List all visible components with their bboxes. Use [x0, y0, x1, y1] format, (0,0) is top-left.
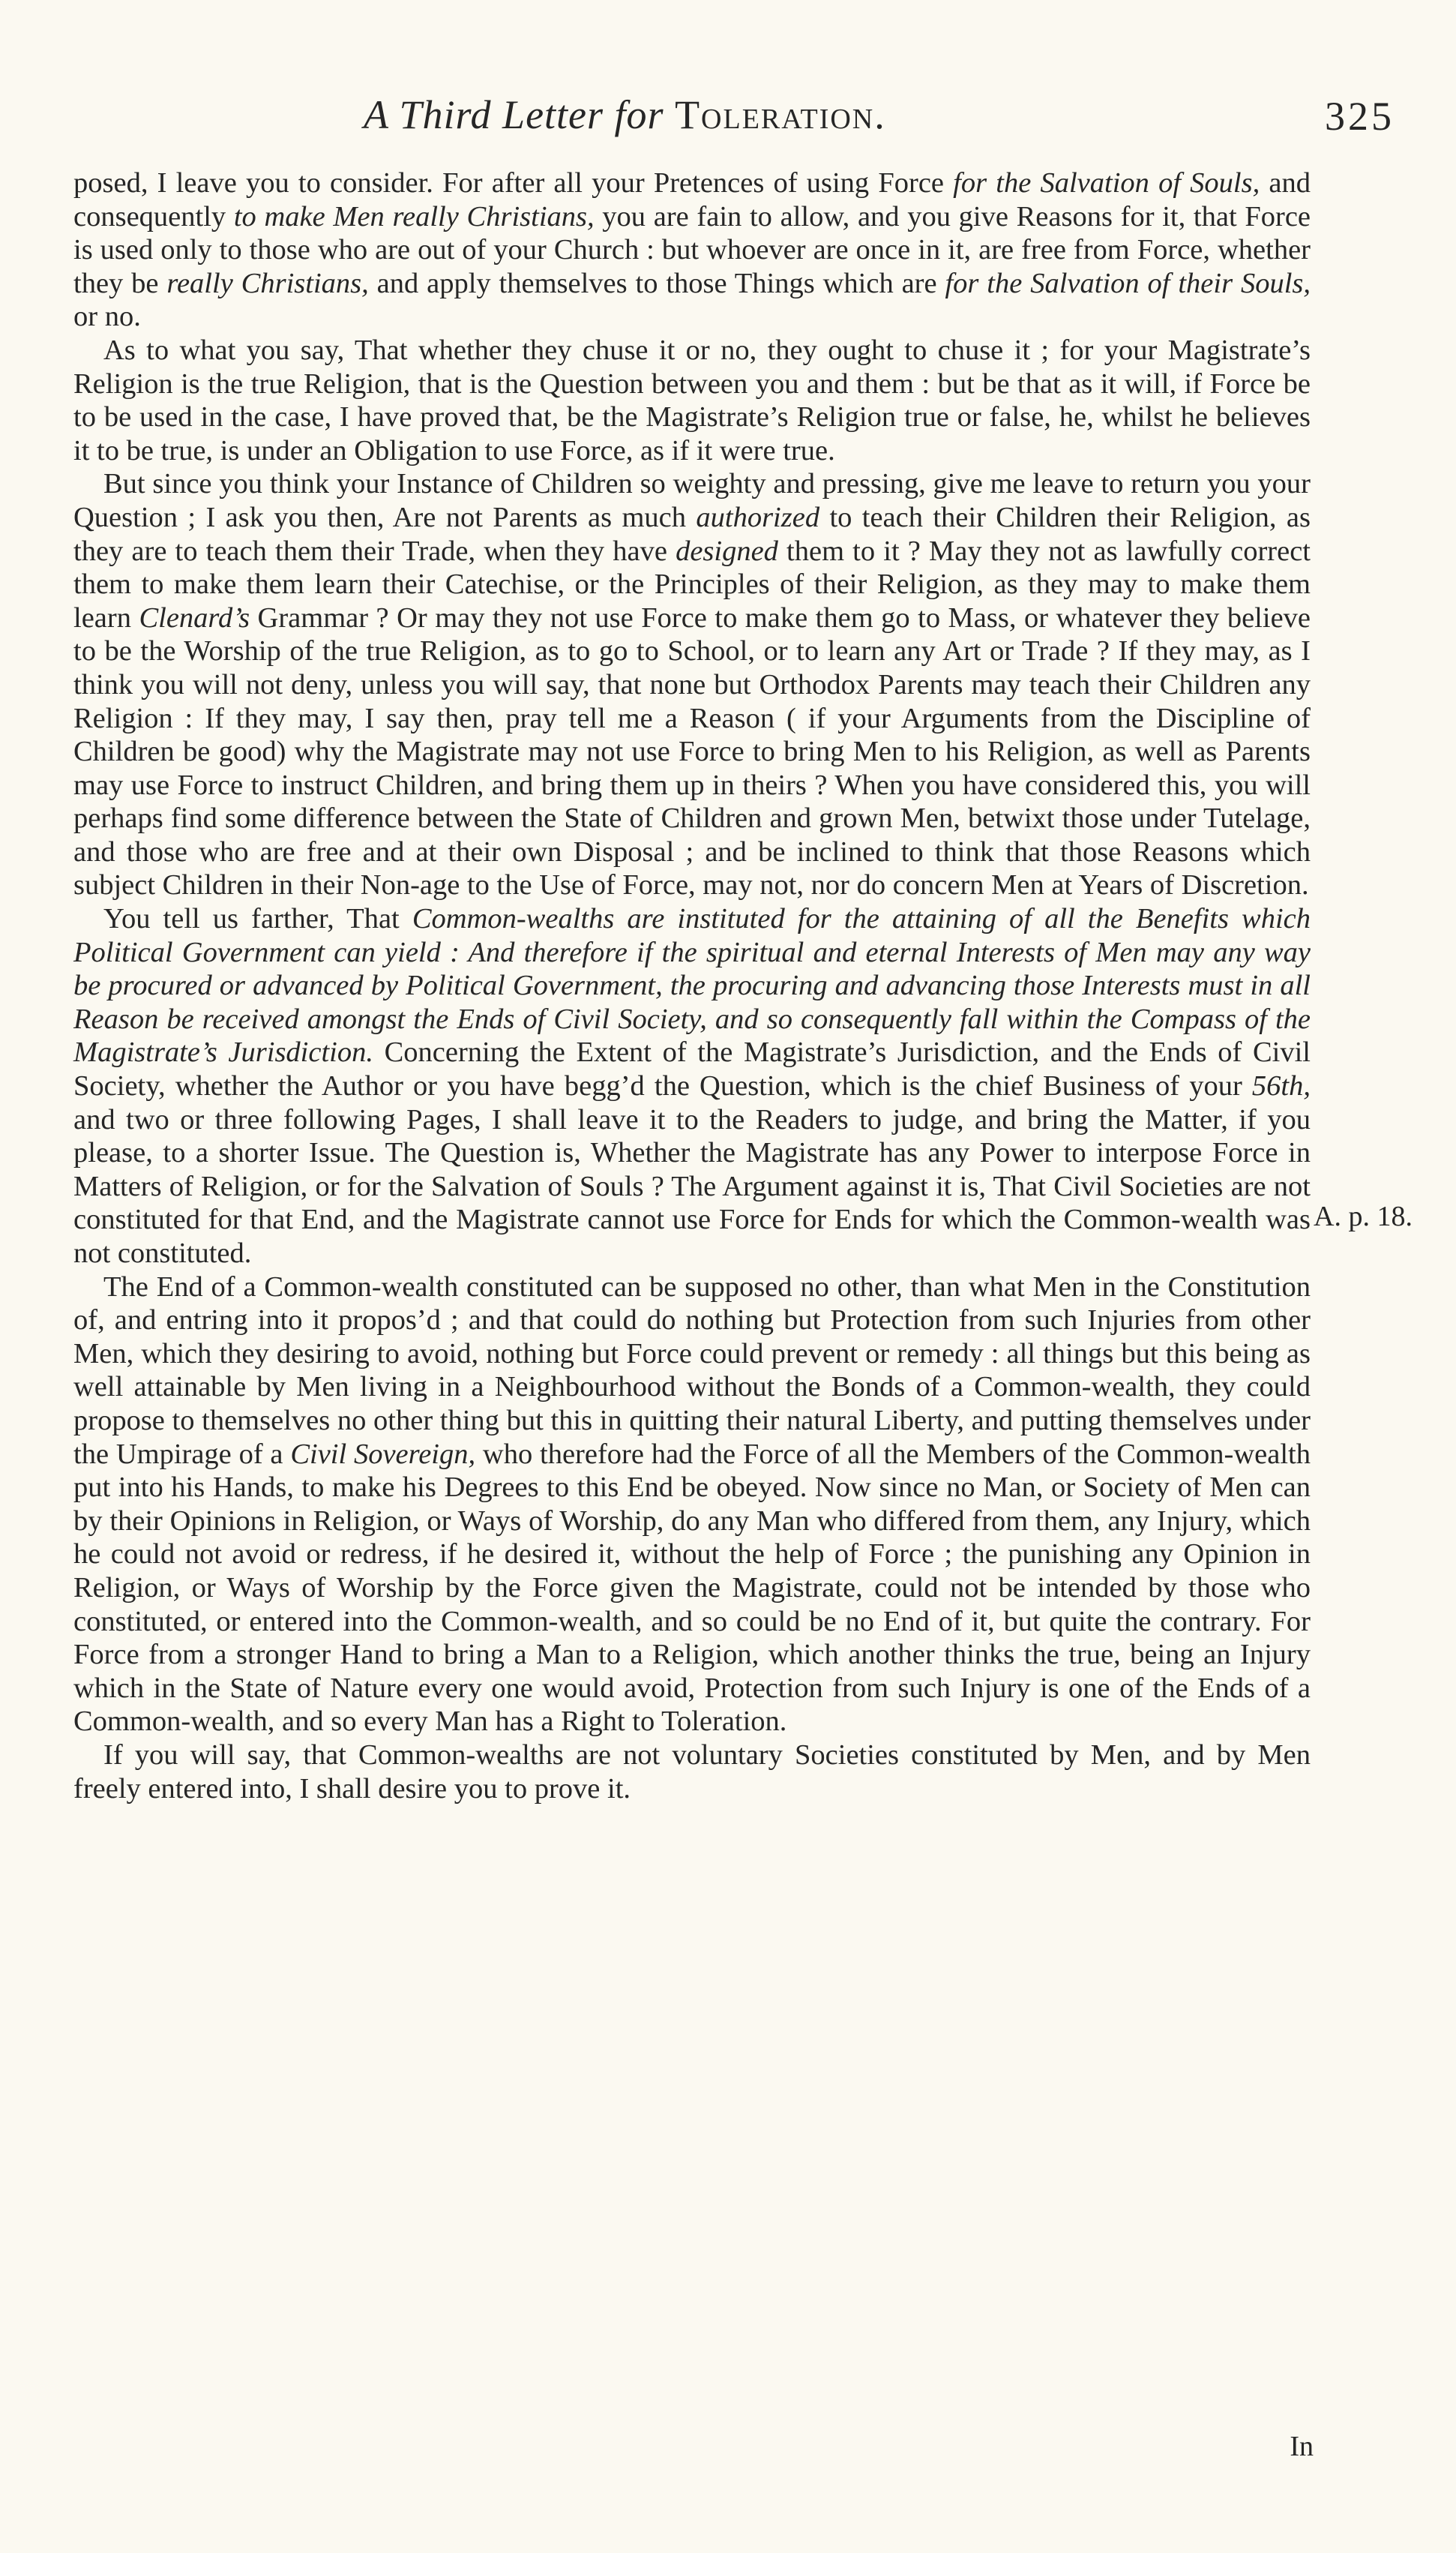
running-title-caps: Toleration.	[675, 92, 886, 137]
italic-text: Common-wealths are instituted for the attaining of all the Benefits which Political Government can yield : And therefore if the spiritual and eternal Interests of Men may any way be procured or advanced by Political Government, the procuring and advancing those Interests must in all Reason be received amongst the Ends of Civil Society, and so consequently fall within the Compass of the Magistrate’s Jurisdiction.	[73, 903, 1311, 1069]
text-run: and consequently	[73, 167, 1311, 232]
italic-text: really Christians,	[166, 267, 369, 299]
running-title-italic: A Third Letter for	[364, 92, 676, 137]
text-run: But since you think your Instance of Children so weighty and pressing, give me leave to return you your Question ; I ask you then, Are not Parents as much	[73, 468, 1311, 533]
body-text	[73, 166, 1311, 1805]
paragraph-p2	[73, 334, 1311, 467]
italic-text: for the Salvation of their Souls,	[945, 267, 1311, 299]
italic-text: for the Salvation of Souls,	[953, 167, 1260, 199]
italic-text: authorized	[696, 501, 820, 533]
italic-text: to make Men really Christians,	[233, 200, 595, 232]
catchword: In	[1290, 2431, 1314, 2462]
italic-text: designed	[676, 535, 778, 567]
text-run: You tell us farther, That	[103, 903, 412, 935]
text-run: them to it ? May they not as lawfully correct them to make them learn their Catechise, or the Principles of their Religion, as they may to make them learn	[73, 535, 1311, 634]
text-run: If you will say, that Common-wealths are not voluntary Societies constituted by Men, and by Men freely entered into, I shall desire you to prove it.	[73, 1738, 1311, 1804]
text-run: posed, I leave you to consider. For after all your Pretences of using Force	[73, 167, 954, 199]
paragraph-p3	[73, 467, 1311, 902]
text-run: or no.	[73, 301, 141, 333]
text-run: The End of a Common-wealth constituted can be supposed no other, than what Men in the Constitution of, and entring into it propos’d ; and that could do nothing but Protection from such Injuries from other Men, which they desiring to avoid, nothing but Force could prevent or remedy : all things but this being as well attainable by Men living in a Neighbourhood without the Bonds of a Common-wealth, they could propose to themselves no other thing but this in quitting their natural Liberty, and putting themselves under the Umpirage of a	[73, 1270, 1311, 1470]
text-run: and two or three following Pages, I shall leave it to the Readers to judge, and bring the Matter, if you please, to a shorter Issue. The Question is, Whether the Magistrate has any Power to interpose Force in Matters of Religion, or for the Salvation of Souls ? The Argument against it is, That Civil Societies are not constituted for that End, and the Magistrate cannot use Force for Ends for which the Common-wealth was not constituted.	[73, 1103, 1311, 1269]
paragraph-p1	[73, 166, 1311, 334]
paragraph-p6	[73, 1738, 1311, 1805]
text-run: Concerning the Extent of the Magistrate’s Jurisdiction, and the Ends of Civil Society, whether the Author or you have begg’d the Question, which is the chief Business of your	[73, 1036, 1311, 1102]
italic-text: Clenard’s	[139, 602, 250, 634]
italic-text: Civil Sovereign,	[290, 1438, 476, 1470]
text-run: to teach their Children their Religion, as they are to teach them their Trade, when they have	[73, 501, 1311, 567]
margin-note: A. p. 18.	[1314, 1201, 1413, 1232]
text-run: Grammar ? Or may they not use Force to make them go to Mass, or whatever they believe to be the Worship of the true Religion, as to go to School, or to learn any Art or Trade ? If they may, as I think you will not deny, unless you will say, that none but Orthodox Parents may teach their Children any Religion : If they may, I say then, pray tell me a Reason ( if your Arguments from the Discipline of Children be good) why the Magistrate may not use Force to bring Men to his Religion, as well as Parents may use Force to instruct Children, and bring them up in theirs ? When you have considered this, you will perhaps find some difference between the State of Children and grown Men, betwixt those under Tutelage, and those who are free and at their own Disposal ; and be inclined to think that those Reasons which subject Children in their Non-age to the Use of Force, may not, nor do concern Men at Years of Discretion.	[73, 602, 1311, 902]
italic-text: 56th,	[1251, 1070, 1311, 1102]
running-title	[364, 92, 886, 138]
running-header	[75, 92, 1395, 152]
paragraph-p5	[73, 1270, 1311, 1738]
text-run: and apply themselves to those Things which are	[368, 267, 945, 299]
text-run: As to what you say, That whether they chuse it or no, they ought to chuse it ; for your Magistrate’s Religion is the true Religion, that is the Question between you and them : but be that as it will, if Force be to be used in the case, I have proved that, be the Magistrate’s Religion true or false, he, whilst he believes it to be true, is under an Obligation to use Force, as if it were true.	[73, 334, 1311, 466]
text-run: you are fain to allow, and you give Reasons for it, that Force is used only to those who are out of your Church : but whoever are once in it, are free from Force, whether they be	[73, 200, 1311, 299]
page-number: 325	[1325, 94, 1395, 139]
paragraph-p4	[73, 902, 1311, 1270]
text-run: who therefore had the Force of all the Members of the Common-wealth put into his Hands, to make his Degrees to this End be obeyed. Now since no Man, or Society of Men can by their Opinions in Religion, or Ways of Worship, do any Man who differed from them, any Injury, which he could not avoid or redress, if he desired it, without the help of Force ; the punishing any Opinion in Religion, or Ways of Worship by the Force given the Magistrate, could not be intended by those who constituted, or entered into the Common-wealth, and so could be no End of it, but quite the contrary. For Force from a stronger Hand to bring a Man to a Religion, which another thinks the true, being an Injury which in the State of Nature every one would avoid, Protection from such Injury is one of the Ends of a Common-wealth, and so every Man has a Right to Toleration.	[73, 1438, 1311, 1738]
